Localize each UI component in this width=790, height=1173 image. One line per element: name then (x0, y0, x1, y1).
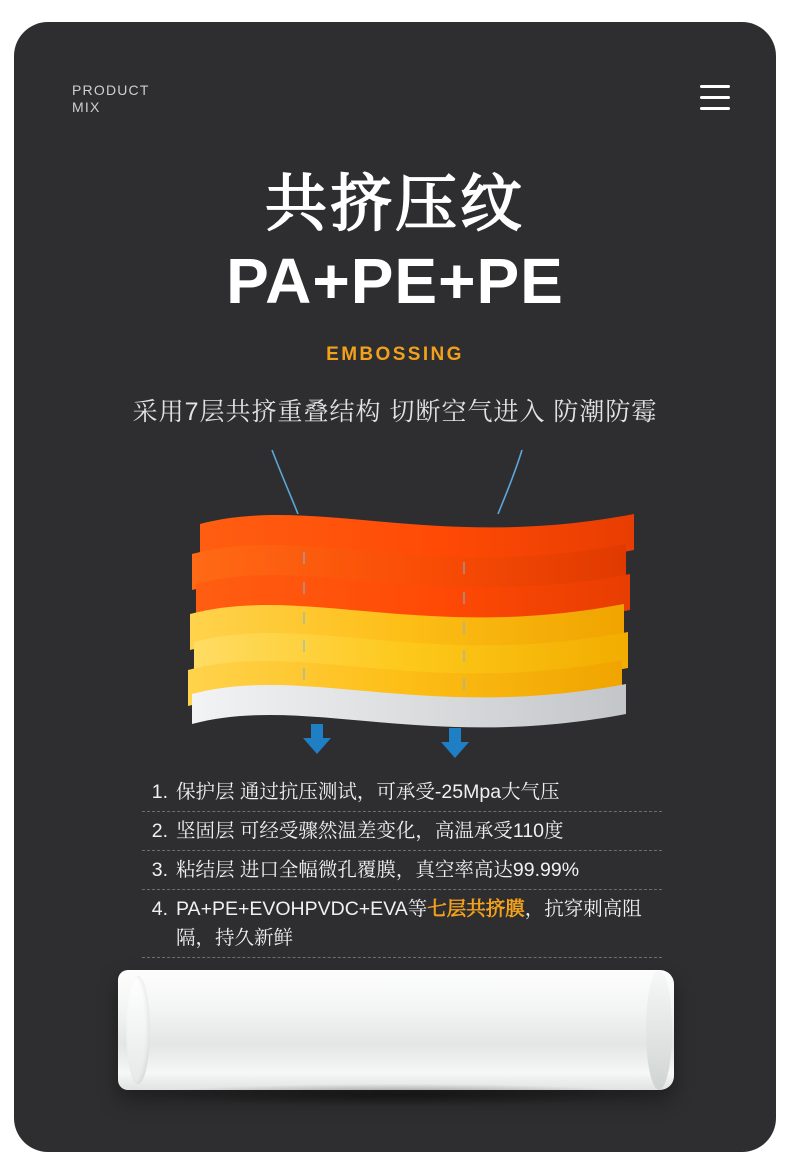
list-item (142, 817, 662, 851)
feature-list (142, 778, 662, 963)
list-item-text: 粘结层 进口全幅微孔覆膜，真空率高达99.99% (176, 859, 580, 881)
roll-shadow (148, 1084, 648, 1106)
brand-label: PRODUCT MIX (72, 82, 150, 115)
hamburger-menu-icon[interactable] (700, 82, 734, 110)
layered-film-illustration (14, 432, 776, 762)
down-arrow-icons (303, 724, 469, 758)
list-item-text-pre: PA+PE+EVOHPVDC+EVA等 (176, 898, 428, 920)
roll-end-cap (126, 976, 150, 1084)
list-item-index: 1. (151, 781, 168, 803)
list-item-text-post: ，抗穿刺高阻隔，持久新鲜 (176, 898, 642, 949)
list-item-index: 4. (151, 898, 168, 920)
tagline: 采用7层共挤重叠结构 切断空气进入 防潮防霉 (132, 398, 658, 426)
page-title: 共挤压纹 (264, 170, 525, 239)
list-item (142, 856, 662, 890)
list-item-index: 2. (151, 820, 168, 842)
page-subtitle-material: PA+PE+PE (226, 245, 564, 317)
film-layer-stack (188, 514, 634, 727)
list-item-index: 3. (151, 859, 168, 881)
roll-body (118, 970, 674, 1090)
list-item-text: 坚固层 可经受骤然温差变化，高温承受110度 (176, 820, 564, 842)
list-item (142, 895, 662, 958)
pointer-lines (272, 450, 522, 514)
list-item-text-highlight: 七层共挤膜 (427, 898, 525, 920)
vacuum-bag-roll-photo (118, 970, 674, 1107)
list-item-text-composed (176, 895, 662, 953)
list-item (142, 778, 662, 812)
list-item-text: 保护层 通过抗压测试，可承受-25Mpa大气压 (176, 781, 560, 803)
embossing-label: EMBOSSING (326, 344, 464, 365)
product-detail-card (14, 22, 776, 1152)
